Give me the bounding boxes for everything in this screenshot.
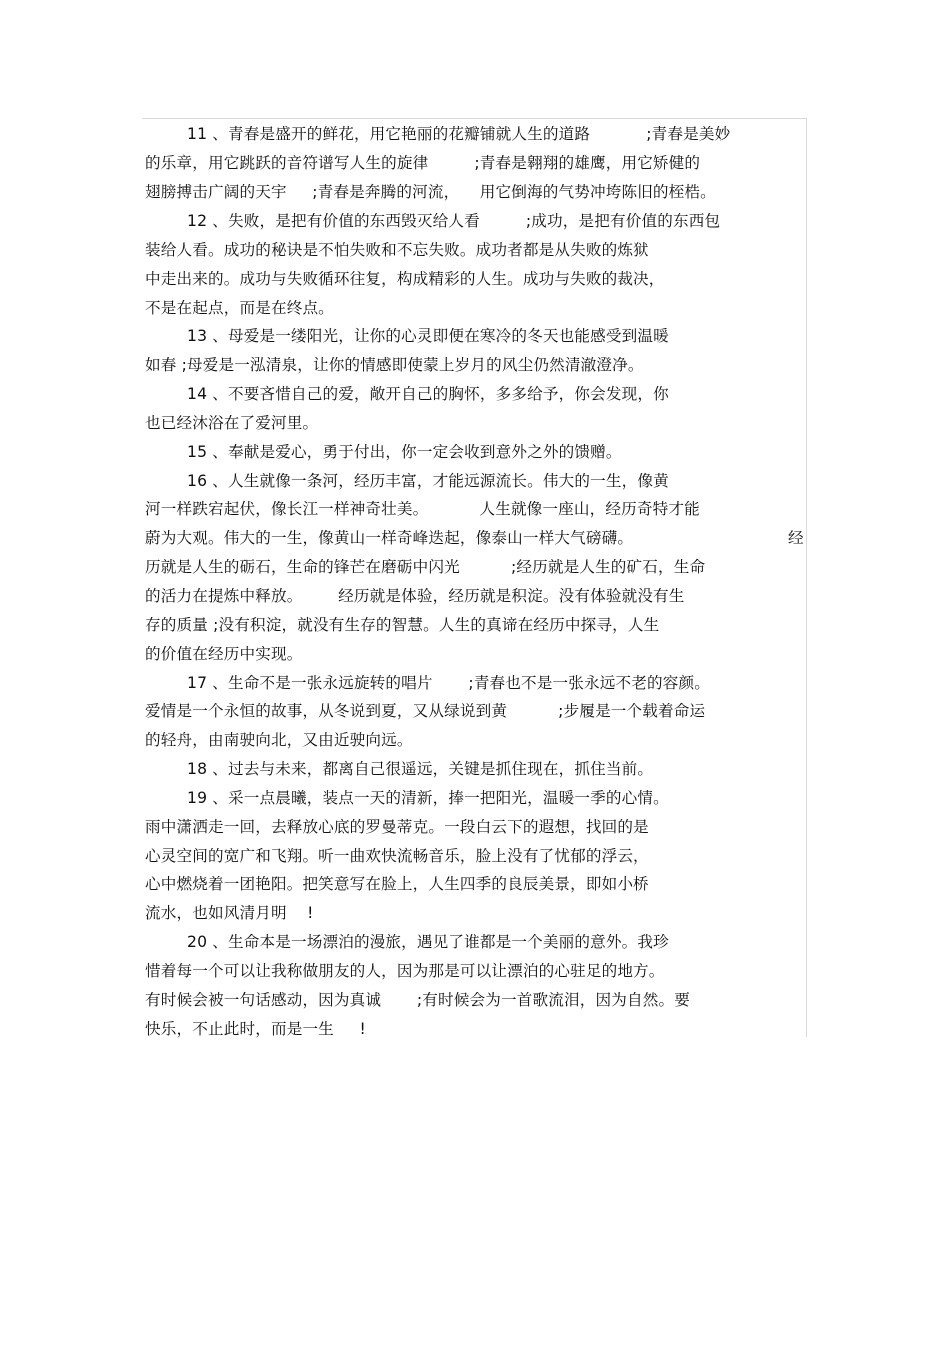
text-line: 翅膀搏击广阔的天宇 ;青春是奔腾的河流， 用它倒海的气势冲垮陈旧的桎梏。 <box>145 183 716 201</box>
text-line: 如春 ;母爱是一泓清泉，让你的情感即使蒙上岁月的风尘仍然清澈澄净。 <box>145 356 644 374</box>
text-line: 流水，也如风清月明 ! <box>145 904 314 922</box>
text-line: 中走出来的。成功与失败循环往复，构成精彩的人生。成功与失败的裁决， <box>145 270 665 288</box>
text-line: 存的质量 ;没有积淀，就没有生存的智慧。人生的真谛在经历中探寻，人生 <box>145 616 660 634</box>
text-line: 14 、不要吝惜自己的爱，敞开自己的胸怀，多多给予，你会发现，你 <box>187 385 669 403</box>
text-line: 历就是人生的砺石，生命的锋芒在磨砺中闪光 ;经历就是人生的矿石，生命 <box>145 558 706 576</box>
text-line: 雨中潇洒走一回，去释放心底的罗曼蒂克。一段白云下的遐想，找回的是 <box>145 818 649 836</box>
text-line: 心中燃烧着一团艳阳。把笑意写在脸上，人生四季的良辰美景，即如小桥 <box>145 875 649 893</box>
text-line-overflow-char: 经 <box>788 529 804 547</box>
text-line: 13 、母爱是一缕阳光，让你的心灵即便在寒冷的冬天也能感受到温暖 <box>187 327 669 345</box>
text-line: 的乐章，用它跳跃的音符谱写人生的旋律 ;青春是翱翔的雄鹰，用它矫健的 <box>145 154 701 172</box>
text-line: 18 、过去与未来，都离自己很遥远，关键是抓住现在，抓住当前。 <box>187 760 654 778</box>
text-line: 心灵空间的宽广和飞翔。听一曲欢快流畅音乐，脸上没有了忧郁的浮云， <box>145 847 649 865</box>
text-line: 装给人看。成功的秘诀是不怕失败和不忘失败。成功者都是从失败的炼狱 <box>145 241 649 259</box>
text-line: 20 、生命本是一场漂泊的漫旅，遇见了谁都是一个美丽的意外。我珍 <box>187 933 669 951</box>
text-line: 17 、生命不是一张永远旋转的唱片 ;青春也不是一张永远不老的容颜。 <box>187 674 710 692</box>
text-line: 12 、失败，是把有价值的东西毁灭给人看 ;成功，是把有价值的东西包 <box>187 212 721 230</box>
text-line: 蔚为大观。伟大的一生，像黄山一样奇峰迭起，像泰山一样大气磅礴。 <box>145 529 634 547</box>
text-line: 的价值在经历中实现。 <box>145 645 303 663</box>
text-line: 的活力在提炼中释放。 经历就是体验，经历就是积淀。没有体验就没有生 <box>145 587 685 605</box>
text-line: 快乐，不止此时，而是一生 ! <box>145 1020 366 1038</box>
text-line: 河一样跌宕起伏，像长江一样神奇壮美。 人生就像一座山，经历奇特才能 <box>145 500 700 518</box>
text-line: 惜着每一个可以让我称做朋友的人，因为那是可以让漂泊的心驻足的地方。 <box>145 962 665 980</box>
text-line: 19 、采一点晨曦，装点一天的清新，捧一把阳光，温暖一季的心情。 <box>187 789 669 807</box>
text-line: 爱情是一个永恒的故事，从冬说到夏，又从绿说到黄 ;步履是一个载着命运 <box>145 702 706 720</box>
text-line: 11 、青春是盛开的鲜花，用它艳丽的花瓣铺就人生的道路 ;青春是美妙 <box>187 125 731 143</box>
text-line: 有时候会被一句话感动，因为真诚 ;有时候会为一首歌流泪，因为自然。要 <box>145 991 690 1009</box>
text-line: 15 、奉献是爱心，勇于付出，你一定会收到意外之外的馈赠。 <box>187 443 622 461</box>
text-line: 不是在起点，而是在终点。 <box>145 299 334 317</box>
text-line: 也已经沐浴在了爱河里。 <box>145 414 319 432</box>
text-line: 的轻舟，由南驶向北，又由近驶向远。 <box>145 731 413 749</box>
text-line: 16 、人生就像一条河，经历丰富，才能远源流长。伟大的一生，像黄 <box>187 472 669 490</box>
